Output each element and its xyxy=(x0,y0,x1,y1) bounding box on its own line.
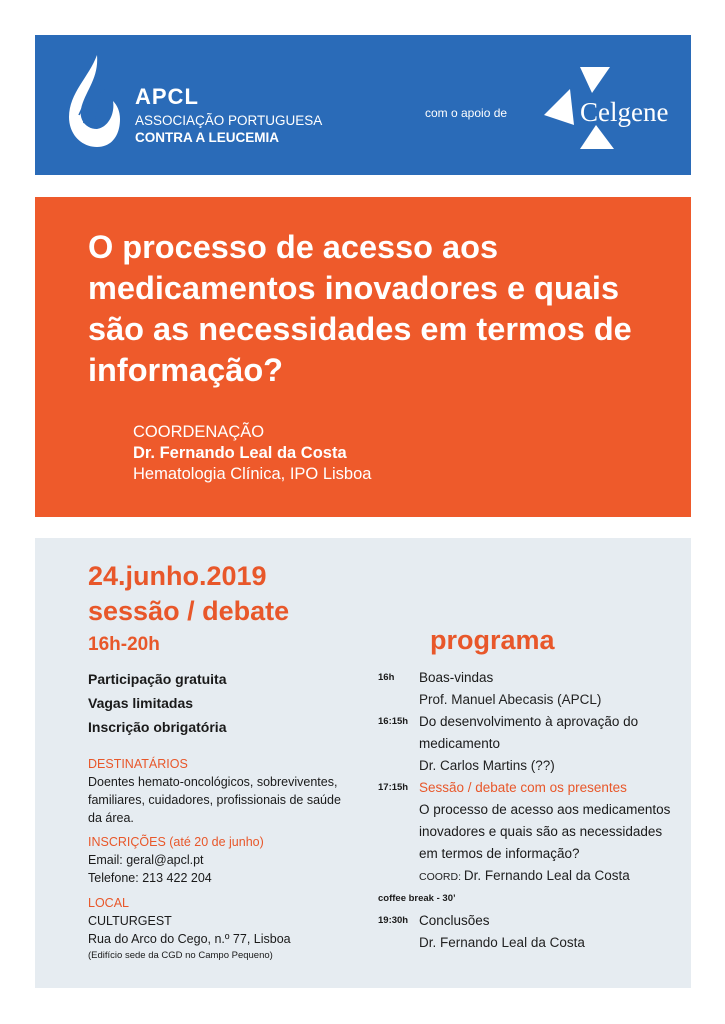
phone-number: 213 422 204 xyxy=(142,871,212,885)
program-list xyxy=(378,667,678,954)
program-item xyxy=(378,711,678,777)
registration-email-row xyxy=(88,851,348,869)
email-link[interactable]: geral@apcl.pt xyxy=(126,853,204,867)
celgene-logo xyxy=(540,63,669,153)
phone-label: Telefone: xyxy=(88,871,143,885)
program-heading: programa xyxy=(430,625,555,655)
email-label: Email: xyxy=(88,853,127,867)
coordination-block xyxy=(133,422,371,485)
location-heading: LOCAL xyxy=(88,896,129,910)
event-type: sessão / debate xyxy=(88,596,290,626)
registration-phone-row xyxy=(88,869,348,887)
location-section xyxy=(88,894,368,964)
coordination-label: COORDENAÇÃO xyxy=(133,423,265,441)
event-hours: 16h-20h xyxy=(88,634,160,655)
venue-name: CULTURGEST xyxy=(88,914,172,928)
event-date: 24.junho.2019 xyxy=(88,561,267,591)
program-speaker-row xyxy=(419,865,678,888)
program-speaker: Prof. Manuel Abecasis (APCL) xyxy=(419,692,602,707)
highlight-limited: Vagas limitadas xyxy=(88,695,194,711)
venue-address: Rua do Arco do Cego, n.º 77, Lisboa xyxy=(88,932,291,946)
apcl-drop-logo-icon xyxy=(63,51,123,151)
event-highlights xyxy=(88,667,227,739)
event-title: O processo de acesso aos medicamentos inovadores e quais são as necessidades em termos de informação? xyxy=(88,229,632,388)
sponsor-name: Celgene xyxy=(580,97,669,127)
program-time: 19:30h xyxy=(378,915,409,926)
program-item xyxy=(378,667,678,711)
org-name-line1: ASSOCIAÇÃO PORTUGUESA xyxy=(135,113,323,128)
registration-heading: INSCRIÇÕES (até 20 de junho) xyxy=(88,835,264,849)
program-time: 16:15h xyxy=(378,716,409,727)
coordinator-name: Dr. Fernando Leal da Costa xyxy=(133,444,347,462)
program-item xyxy=(378,777,678,888)
support-text: com o apoio de xyxy=(425,106,508,120)
title-band xyxy=(35,197,691,517)
program-title: Do desenvolvimento à aprovação do medicamento xyxy=(419,714,639,751)
program-speaker: Dr. Carlos Martins (??) xyxy=(419,758,555,773)
audience-text: Doentes hemato-oncológicos, sobreviventes, familiares, cuidadores, profissionais de saúde da área. xyxy=(88,775,341,825)
program-title: Conclusões xyxy=(419,913,490,928)
coffee-break: coffee break - 30’ xyxy=(378,893,456,904)
program-time: 16h xyxy=(378,672,395,683)
audience-section xyxy=(88,755,348,827)
highlight-free: Participação gratuita xyxy=(88,671,227,687)
program-subtitle: O processo de acesso aos medicamentos inovadores e quais são as necessidades em termos de informação? xyxy=(419,802,671,861)
coordinator-affiliation: Hematologia Clínica, IPO Lisboa xyxy=(133,465,372,483)
program-speaker: Dr. Fernando Leal da Costa xyxy=(419,935,585,950)
org-short-name: APCL xyxy=(135,84,199,109)
program-speaker: Dr. Fernando Leal da Costa xyxy=(463,868,630,883)
program-title: Boas-vindas xyxy=(419,670,494,685)
info-band xyxy=(35,538,691,988)
program-title: Sessão / debate com os presentes xyxy=(419,780,627,795)
venue-note: (Edifício sede da CGD no Campo Pequeno) xyxy=(88,950,273,961)
registration-section xyxy=(88,833,348,887)
celgene-mark-icon xyxy=(580,67,610,93)
program-coord-label: COORD: xyxy=(419,871,464,883)
highlight-registration: Inscrição obrigatória xyxy=(88,719,227,735)
program-break xyxy=(378,888,678,910)
program-item xyxy=(378,910,678,954)
org-name-line2: CONTRA A LEUCEMIA xyxy=(135,130,279,145)
audience-heading: DESTINATÁRIOS xyxy=(88,757,188,771)
program-time: 17:15h xyxy=(378,782,409,793)
header-banner xyxy=(35,35,691,175)
